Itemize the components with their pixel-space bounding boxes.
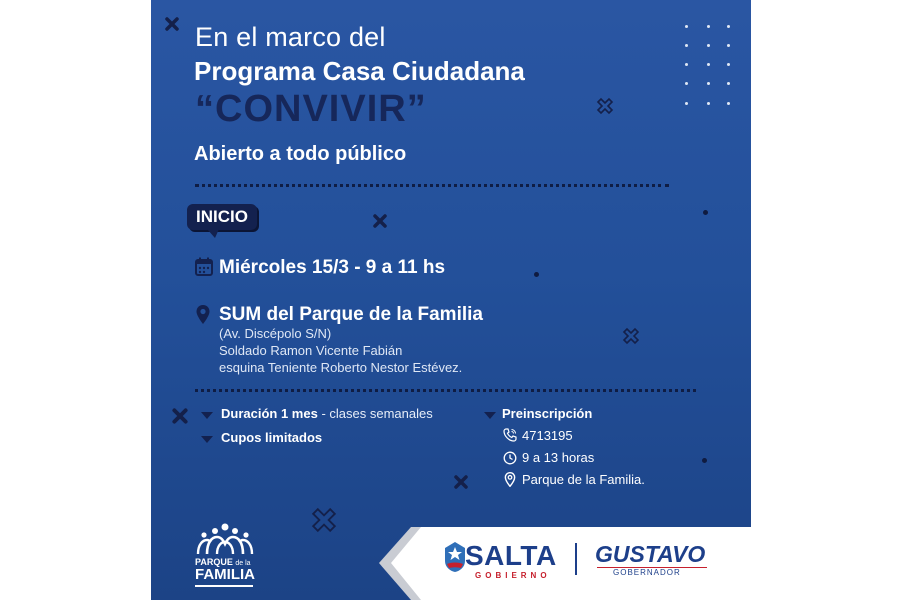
location-pin-icon [504,472,516,487]
start-badge: INICIO [187,204,257,230]
clock-icon [503,451,517,465]
address-line: esquina Teniente Roberto Nestor Estévez. [219,360,463,375]
bullet-triangle [484,412,496,419]
event-place: SUM del Parque de la Familia [219,304,483,325]
family-logo-icon [195,522,255,556]
location-pin-icon [195,304,211,325]
close-outline-icon [620,325,642,347]
dot-decoration [703,210,708,215]
duration-text: Duración 1 mes - clases semanales [221,406,433,421]
preinscripcion-heading: Preinscripción [502,406,593,421]
dot-decoration [534,272,539,277]
logo-text: FAMILIA [195,566,255,583]
gobernador-text: GOBERNADOR [613,568,681,577]
close-outline-icon [307,503,341,537]
logo-separator [575,543,577,575]
logo-underline [195,585,253,587]
sponsor-banner [371,527,751,600]
event-date: Miércoles 15/3 - 9 a 11 hs [219,257,446,278]
dotted-divider [195,184,669,187]
gobierno-text: GOBIERNO [475,571,551,580]
salta-logo-text: SALTA [465,540,557,571]
salta-emblem-icon [444,541,466,573]
dot-decoration [702,458,707,463]
close-icon [453,474,469,490]
close-outline-icon [594,95,616,117]
parque-familia-logo [195,522,259,590]
gustavo-logo-text: GUSTAVO [595,541,706,567]
dotted-divider [195,389,696,392]
calendar-icon [195,257,213,277]
location-text: Parque de la Familia. [522,472,645,487]
cupos-text: Cupos limitados [221,430,323,445]
phone-icon [503,428,517,442]
audience-text: Abierto a todo público [194,143,407,165]
address-line: (Av. Discépolo S/N) [219,326,332,341]
hours-text: 9 a 13 horas [522,450,595,465]
logo-text: de la [235,560,251,567]
event-name: “CONVIVIR” [195,88,427,130]
event-poster [151,0,751,600]
program-title: Programa Casa Ciudadana [194,56,525,86]
bullet-triangle [201,412,213,419]
bullet-triangle [201,436,213,443]
address-line: Soldado Ramon Vicente Fabián [219,343,403,358]
close-icon [164,16,180,32]
close-icon [372,213,388,229]
close-icon [171,407,189,425]
phone-number: 4713195 [522,428,573,443]
logo-text: PARQUE [195,557,233,567]
intro-text: En el marco del [195,22,386,52]
